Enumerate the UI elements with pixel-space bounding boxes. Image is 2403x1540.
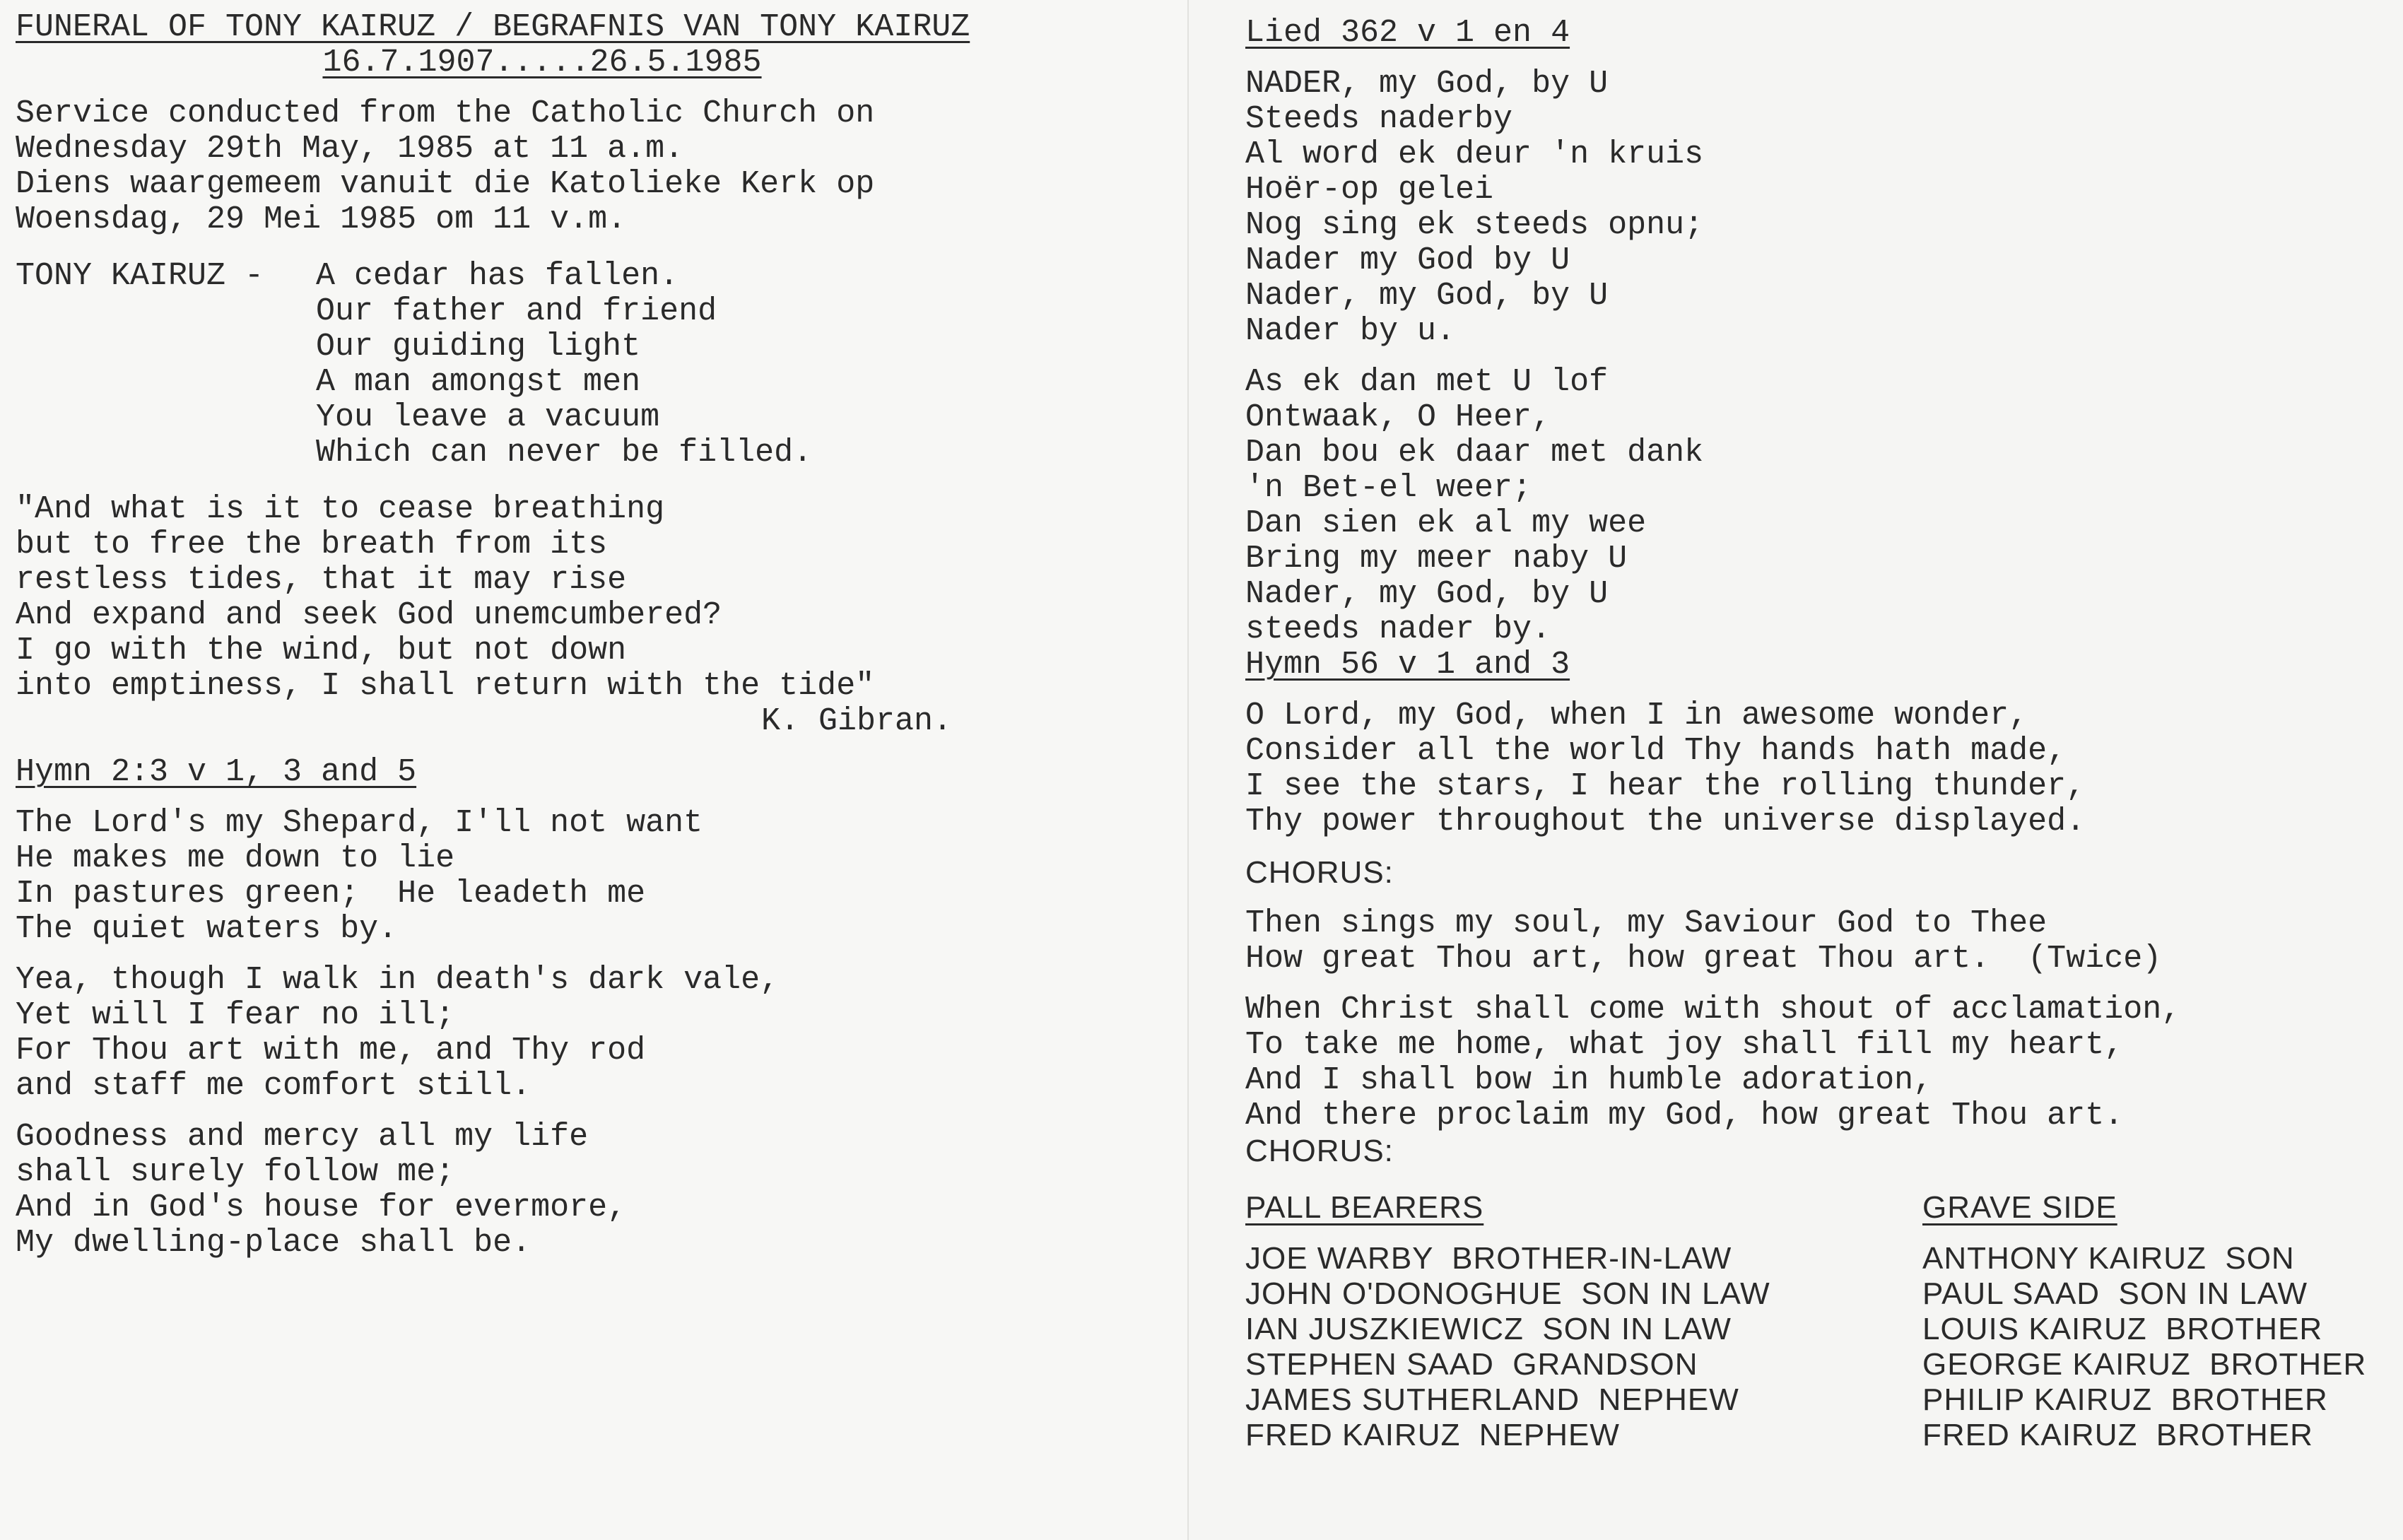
hymn56-line: I see the stars, I hear the rolling thunder, [1245, 768, 2086, 804]
hymn-line: and staff me comfort still. [16, 1068, 531, 1104]
hymn-line: Goodness and mercy all my life [16, 1119, 589, 1155]
right-page [1187, 0, 2403, 1540]
tribute-line: Which can never be filled. [316, 435, 813, 471]
hymn56-line: To take me home, what joy shall fill my heart, [1245, 1027, 2124, 1063]
hymn56-line: O Lord, my God, when I in awesome wonder, [1245, 698, 2028, 734]
lied-title: Lied 362 v 1 en 4 [1245, 15, 1570, 51]
hymn-line: In pastures green; He leadeth me [16, 876, 646, 912]
hymn-stanza [16, 806, 1187, 947]
lied-stanza [1245, 365, 2403, 647]
pall-bearers [1245, 1190, 1770, 1453]
lied-line: Nader, my God, by U [1245, 278, 1609, 314]
chorus-line: How great Thou art, how great Thou art. (Twice) [1245, 941, 2162, 977]
hymn56-line: And there proclaim my God, how great Thou art. [1245, 1098, 2124, 1134]
hymn-stanza [16, 1119, 1187, 1261]
hymn56-verse [1245, 698, 2403, 840]
tribute-label: TONY KAIRUZ - [16, 258, 264, 294]
grave-side [1922, 1190, 2366, 1453]
lied-line: steeds nader by. [1245, 611, 1551, 647]
chorus-label: CHORUS: [1245, 1134, 1394, 1168]
quote-line: but to free the breath from its [16, 527, 608, 563]
life-dates [16, 45, 1069, 81]
grave-side-member: LOUIS KAIRUZ BROTHER [1922, 1312, 2323, 1346]
tribute-line: You leave a vacuum [316, 399, 660, 435]
quote-line: I go with the wind, but not down [16, 633, 627, 669]
hymn-line: Yea, though I walk in death's dark vale, [16, 962, 780, 998]
tribute-line: A man amongst men [316, 364, 641, 400]
hymn-line: The Lord's my Shepard, I'll not want [16, 805, 703, 841]
hymn-line: And in God's house for evermore, [16, 1189, 627, 1225]
quote-line: And expand and seek God unemcumbered? [16, 597, 722, 633]
lied-line: Bring my meer naby U [1245, 541, 1628, 577]
lied-stanza [1245, 66, 2403, 349]
hymn-line: My dwelling-place shall be. [16, 1225, 531, 1261]
lied-line: Ontwaak, O Heer, [1245, 399, 1551, 435]
grave-side-member: FRED KAIRUZ BROTHER [1922, 1418, 2313, 1452]
hymn-stanza [16, 963, 1187, 1104]
pall-bearer: STEPHEN SAAD GRANDSON [1245, 1347, 1698, 1382]
pall-bearers-title: PALL BEARERS [1245, 1190, 1484, 1225]
hymn56-line: Consider all the world Thy hands hath made, [1245, 733, 2067, 769]
hymn-line: The quiet waters by. [16, 911, 398, 947]
lied-line: Al word ek deur 'n kruis [1245, 136, 1704, 172]
lied-line: Nader my God by U [1245, 242, 1570, 278]
tribute-poem [16, 259, 1187, 471]
tribute-line: A cedar has fallen. [316, 258, 679, 294]
hymn-title-right: Hymn 56 v 1 and 3 [1245, 647, 1570, 683]
lied-line: Steeds naderby [1245, 101, 1513, 137]
hymn56-line: When Christ shall come with shout of acclamation, [1245, 992, 2181, 1028]
pall-bearer: JAMES SUTHERLAND NEPHEW [1245, 1382, 1739, 1417]
quote-line: restless tides, that it may rise [16, 562, 627, 598]
chorus [1245, 906, 2403, 977]
life-dates-text: 16.7.1907.....26.5.1985 [322, 45, 762, 81]
hymn-line: Yet will I fear no ill; [16, 997, 455, 1033]
left-page [0, 0, 1187, 1540]
lied-line: Nog sing ek steeds opnu; [1245, 207, 1704, 243]
hymn56-verse [1245, 992, 2403, 1134]
pall-bearer: IAN JUSZKIEWICZ SON IN LAW [1245, 1312, 1732, 1346]
quote-line: "And what is it to cease breathing [16, 491, 665, 527]
lied-line: NADER, my God, by U [1245, 66, 1609, 102]
tribute-line: Our guiding light [316, 329, 641, 365]
lied-line: Nader, my God, by U [1245, 576, 1609, 612]
lied-line: Dan sien ek al my wee [1245, 505, 1647, 541]
service-line: Wednesday 29th May, 1985 at 11 a.m. [16, 131, 684, 167]
tribute-line: Our father and friend [316, 293, 717, 329]
hymn56-line: Thy power throughout the universe displayed. [1245, 804, 2086, 840]
funeral-title: FUNERAL OF TONY KAIRUZ / BEGRAFNIS VAN TONY KAIRUZ [16, 9, 970, 45]
hymn56-line: And I shall bow in humble adoration, [1245, 1062, 1933, 1098]
gibran-quote [16, 492, 1187, 739]
quote-line: into emptiness, I shall return with the tide" [16, 668, 875, 704]
lied-line: As ek dan met U lof [1245, 364, 1609, 400]
bearers-section [1245, 1190, 2403, 1452]
grave-side-member: PAUL SAAD SON IN LAW [1922, 1276, 2308, 1311]
quote-author: K. Gibran. [761, 703, 953, 739]
hymn-line: For Thou art with me, and Thy rod [16, 1033, 646, 1069]
grave-side-member: PHILIP KAIRUZ BROTHER [1922, 1382, 2328, 1417]
lied-line: Dan bou ek daar met dank [1245, 435, 1704, 471]
service-details [16, 96, 1187, 237]
lied-line: 'n Bet-el weer; [1245, 470, 1532, 506]
pall-bearer: JOE WARBY BROTHER-IN-LAW [1245, 1241, 1732, 1276]
hymn-line: shall surely follow me; [16, 1154, 455, 1190]
pall-bearer: FRED KAIRUZ NEPHEW [1245, 1418, 1620, 1452]
lied-line: Nader by u. [1245, 313, 1456, 349]
hymn-line: He makes me down to lie [16, 840, 455, 876]
grave-side-member: GEORGE KAIRUZ BROTHER [1922, 1347, 2367, 1382]
service-line: Service conducted from the Catholic Church on [16, 95, 875, 131]
pall-bearer: JOHN O'DONOGHUE SON IN LAW [1245, 1276, 1770, 1311]
lied-line: Hoër-op gelei [1245, 172, 1494, 208]
grave-side-member: ANTHONY KAIRUZ SON [1922, 1241, 2295, 1276]
service-line: Diens waargemeem vanuit die Katolieke Kerk op [16, 166, 875, 202]
chorus-line: Then sings my soul, my Saviour God to Thee [1245, 905, 2047, 941]
hymn-title-left: Hymn 2:3 v 1, 3 and 5 [16, 754, 417, 790]
chorus-label: CHORUS: [1245, 855, 1394, 890]
service-line: Woensdag, 29 Mei 1985 om 11 v.m. [16, 201, 627, 237]
grave-side-title: GRAVE SIDE [1922, 1190, 2117, 1225]
